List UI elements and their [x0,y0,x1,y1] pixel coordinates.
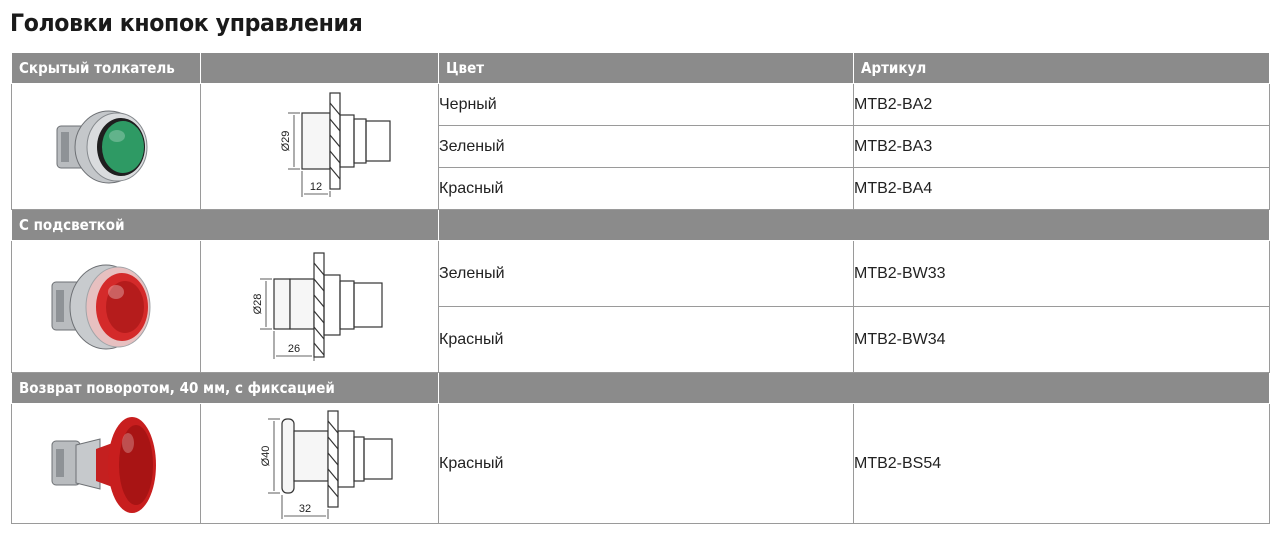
table-row [12,404,1270,524]
table-row [12,241,1270,307]
diameter-label: Ø28 [251,293,264,314]
product-photo-hidden-pusher [12,84,201,210]
button-head-photo [51,102,161,192]
row-color: Зеленый [439,126,854,168]
length-label: 32 [298,502,311,515]
column-header-color: Цвет [439,53,854,84]
dimension-drawing [230,245,410,369]
diameter-label: Ø40 [259,445,272,466]
button-head-photo [46,252,166,362]
row-color: Красный [439,307,854,373]
technical-drawing-illuminated [201,241,439,373]
technical-drawing-hidden-pusher [201,84,439,210]
row-color: Зеленый [439,241,854,307]
button-head-photo [46,409,166,519]
row-article: MTB2-BW34 [854,307,1270,373]
dimension-drawing [240,85,400,209]
section-header-twist-release [12,373,1270,404]
row-article: MTB2-BA2 [854,84,1270,126]
length-label: 12 [309,180,322,193]
product-table [11,52,1270,524]
section-header-illuminated [12,210,1270,241]
section-title: Возврат поворотом, 40 мм, с фиксацией [12,373,439,404]
technical-drawing-mushroom [201,404,439,524]
section-header-blank [201,53,439,84]
section-header-blank [439,210,1270,241]
section-header-blank [439,373,1270,404]
column-header-article: Артикул [854,53,1270,84]
section-title: Скрытый толкатель [12,53,201,84]
row-article: MTB2-BS54 [854,404,1270,524]
row-color: Красный [439,168,854,210]
dimension-drawing [230,405,410,523]
section-header-hidden-pusher [12,53,1270,84]
row-color: Красный [439,404,854,524]
row-article: MTB2-BA4 [854,168,1270,210]
button-face [102,121,144,173]
table-row [12,84,1270,126]
row-article: MTB2-BW33 [854,241,1270,307]
row-article: MTB2-BA3 [854,126,1270,168]
length-label: 26 [287,342,300,355]
product-photo-illuminated [12,241,201,373]
diameter-label: Ø29 [279,130,292,151]
page-title: Головки кнопок управления [10,9,363,37]
section-title: С подсветкой [12,210,439,241]
product-photo-mushroom [12,404,201,524]
row-color: Черный [439,84,854,126]
